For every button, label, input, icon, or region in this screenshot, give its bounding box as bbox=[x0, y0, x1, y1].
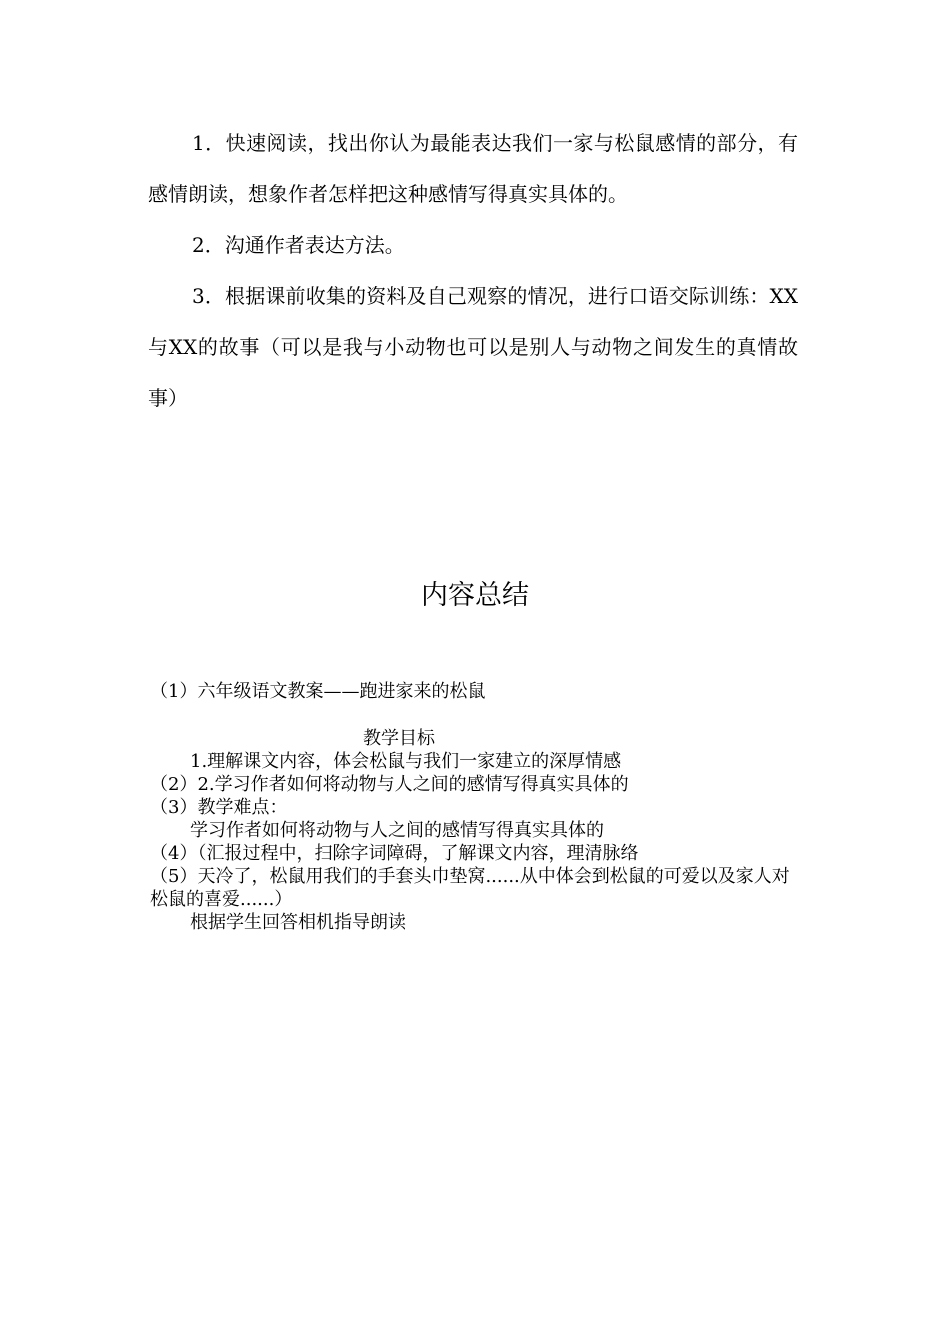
summary-line-1: （1）六年级语文教案——跑进家来的松鼠 bbox=[150, 681, 486, 702]
activity-item-2: 2．沟通作者表达方法。 bbox=[192, 233, 405, 257]
summary-line-reading: 根据学生回答相机指导朗读 bbox=[190, 912, 406, 933]
summary-subheading: 教学目标 bbox=[363, 728, 435, 749]
summary-line-3: （3）教学难点： bbox=[150, 797, 288, 818]
summary-line-2: （2）2.学习作者如何将动物与人之间的感情写得真实具体的 bbox=[150, 774, 629, 795]
summary-content bbox=[150, 680, 800, 934]
summary-line-objective-1: 1.理解课文内容，体会松鼠与我们一家建立的深厚情感 bbox=[190, 751, 622, 772]
activity-item-3: 3．根据课前收集的资料及自己观察的情况，进行口语交际训练：XX与XX的故事（可以是我与小动物也可以是别人与动物之间发生的真情故事） bbox=[148, 284, 798, 410]
summary-line-4: （4）（汇报过程中，扫除字词障碍，了解课文内容，理清脉络 bbox=[150, 843, 639, 864]
activity-item-1: 1．快速阅读，找出你认为最能表达我们一家与松鼠感情的部分，有感情朗读，想象作者怎样把这种感情写得真实具体的。 bbox=[148, 131, 798, 206]
activity-list bbox=[148, 118, 798, 424]
summary-line-difficulty: 学习作者如何将动物与人之间的感情写得真实具体的 bbox=[190, 820, 604, 841]
summary-title: 内容总结 bbox=[421, 580, 529, 611]
summary-line-5: （5）天冷了，松鼠用我们的手套头巾垫窝......从中体会到松鼠的可爱以及家人对松鼠的喜爱......） bbox=[150, 866, 790, 910]
